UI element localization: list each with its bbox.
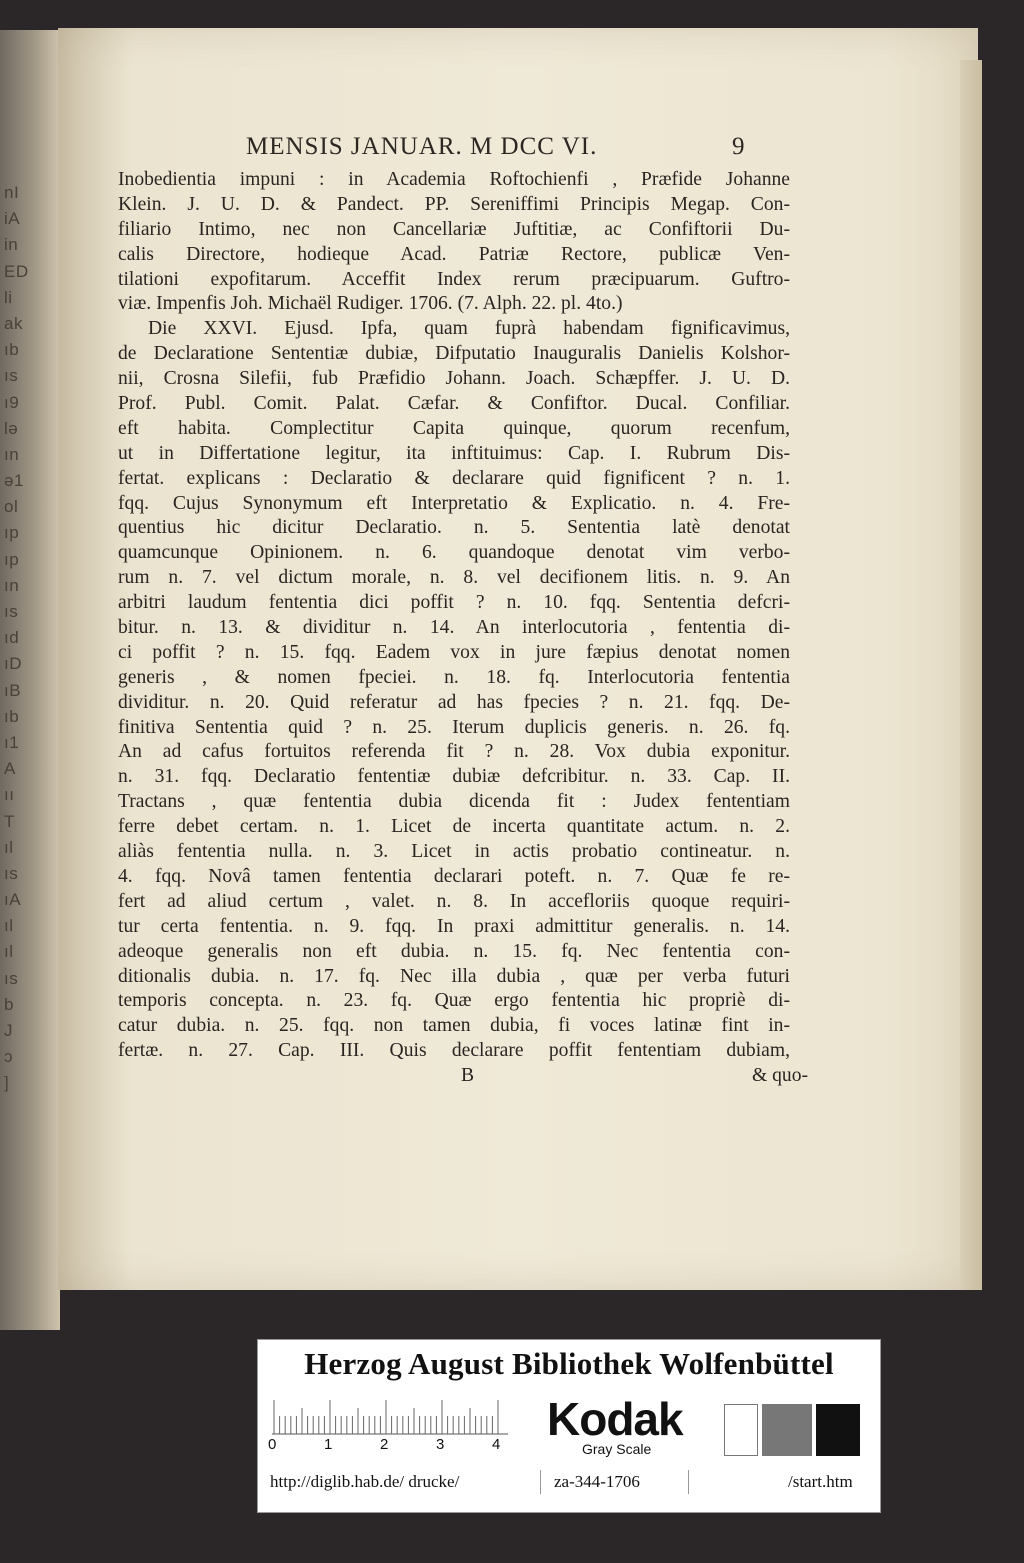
catchword: & quo- bbox=[752, 1065, 809, 1087]
fragment-glyph: ın bbox=[4, 575, 20, 595]
fragment-glyph: ə1 bbox=[4, 471, 24, 491]
text-line: fertat. explicans : Declaratio & declarare quid fignificent ? n. 1. bbox=[118, 467, 790, 489]
library-name: Herzog August Bibliothek Wolfenbüttel bbox=[304, 1346, 834, 1381]
text-line: Die XXVI. Ejusd. Ipfa, quam fuprà habendam fignificavimus, bbox=[148, 318, 790, 340]
text-line: calis Directore, hodieque Acad. Patriæ Rectore, publicæ Ven- bbox=[118, 243, 790, 265]
shelfmark: za-344-1706 bbox=[554, 1472, 640, 1491]
fragment-glyph: ıB bbox=[4, 680, 22, 700]
fragment-glyph: ıl bbox=[4, 942, 14, 962]
text-line: adeoque generalis non eft dubia. n. 15. fq. Nec fententia con- bbox=[118, 940, 790, 962]
text-line: An ad cafus fortuitos referenda fit ? n. 28. Vox dubia exponitur. bbox=[118, 741, 790, 763]
fragment-glyph: ɔ bbox=[4, 1047, 13, 1067]
fragment-glyph: ıb bbox=[4, 706, 20, 726]
white-patch bbox=[724, 1404, 758, 1456]
gray-patch bbox=[762, 1404, 812, 1456]
signature-mark: B bbox=[461, 1065, 475, 1087]
ruler-number: 1 bbox=[324, 1436, 333, 1453]
body-text bbox=[118, 168, 809, 1089]
fragment-glyph: iA bbox=[4, 209, 21, 229]
text-line: fertæ. n. 27. Cap. III. Quis declarare poffit fententiam dubiam, bbox=[118, 1040, 790, 1062]
library-target-card bbox=[257, 1339, 881, 1513]
fragment-glyph: ın bbox=[4, 444, 20, 464]
fragment-glyph: ı1 bbox=[4, 732, 20, 752]
text-line: rum n. 7. vel dictum morale, n. 8. vel decifionem litis. n. 9. An bbox=[118, 567, 790, 589]
fragment-glyph: ol bbox=[4, 497, 19, 517]
fragment-glyph: in bbox=[4, 235, 19, 255]
ruler-number: 3 bbox=[436, 1436, 445, 1453]
ruler-numbers bbox=[268, 1436, 528, 1456]
fragment-glyph: ] bbox=[4, 1073, 10, 1093]
text-line: tur certa fententia. n. 9. fqq. In praxi admittitur generalis. n. 14. bbox=[118, 915, 790, 937]
signature-line bbox=[118, 1064, 809, 1089]
text-line: catur dubia. n. 25. fqq. non tamen dubia, fi voces latinæ fint in- bbox=[118, 1015, 790, 1037]
text-line: 4. fqq. Novâ tamen fententia declarari poteft. n. 7. Quæ fe re- bbox=[118, 865, 790, 887]
fragment-glyph: ıp bbox=[4, 549, 20, 569]
ruler-scale bbox=[272, 1398, 522, 1436]
text-line: temporis concepta. n. 23. fq. Quæ ergo fententia hic propriè di- bbox=[118, 990, 790, 1012]
text-line: Inobedientia impuni : in Academia Roftochienfi , Præfide Johanne bbox=[118, 169, 790, 190]
fragment-glyph: ED bbox=[4, 261, 29, 281]
text-line: ci poffit ? n. 15. fqq. Eadem vox in jure fæpius denotat nomen bbox=[118, 641, 790, 663]
fragment-glyph: ıs bbox=[4, 602, 19, 621]
fragment-glyph: J bbox=[4, 1021, 13, 1040]
text-line: bitur. n. 13. & dividitur n. 14. An interlocutoria , fententia di- bbox=[118, 617, 790, 639]
fragment-glyph: b bbox=[4, 994, 14, 1014]
fragment-glyph: ıı bbox=[4, 785, 15, 805]
url-prefix: http://diglib.hab.de/ drucke/ bbox=[270, 1472, 460, 1491]
facing-page-text-fragments bbox=[4, 180, 48, 1097]
text-line: arbitri laudum fententia dici poffit ? n. 10. fqq. Sententia defcri- bbox=[118, 592, 790, 614]
fragment-glyph: ıp bbox=[4, 523, 20, 543]
text-line: tilationi expofitarum. Acceffit Index rerum præcipuarum. Guftro- bbox=[118, 268, 790, 290]
fragment-glyph: ıD bbox=[4, 654, 22, 674]
fragment-glyph: ıl bbox=[4, 916, 14, 936]
separator bbox=[688, 1470, 689, 1494]
ruler-number: 4 bbox=[492, 1436, 501, 1453]
text-line: quamcunque Opinionem. n. 6. quandoque denotat vim verbo- bbox=[118, 542, 790, 564]
page-fore-edge bbox=[960, 60, 982, 1290]
fragment-glyph: ıl bbox=[4, 837, 14, 857]
text-line: de Declaratione Sententiæ dubiæ, Difputatio Inauguralis Danielis Kolshor- bbox=[118, 343, 790, 365]
text-line: Klein. J. U. D. & Pandect. PP. Sereniffimi Principis Megap. Con- bbox=[118, 193, 790, 215]
text-line: quentius hic dicitur Declaratio. n. 5. Sententia latè denotat bbox=[118, 517, 790, 539]
text-line: n. 31. fqq. Declaratio fententiæ dubiæ defcribitur. n. 33. Cap. II. bbox=[118, 766, 790, 788]
fragment-glyph: lə bbox=[4, 418, 19, 438]
ruler-number: 0 bbox=[268, 1436, 277, 1453]
text-line: fqq. Cujus Synonymum eft Interpretatio & Explicatio. n. 4. Fre- bbox=[118, 492, 790, 514]
text-line: Prof. Publ. Comit. Palat. Cæfar. & Confiftor. Ducal. Confiliar. bbox=[118, 393, 790, 415]
url-suffix: /start.htm bbox=[788, 1472, 853, 1491]
text-line: aliàs fententia nulla. n. 3. Licet in actis probatio contineatur. n. bbox=[118, 841, 790, 863]
fragment-glyph: ıs bbox=[4, 863, 19, 883]
text-line: ut in Differtatione legitur, ita inftituimus: Cap. I. Rubrum Dis- bbox=[118, 442, 790, 464]
gray-scale-patches bbox=[724, 1404, 860, 1456]
fragment-glyph: ıs bbox=[4, 366, 19, 386]
page-number: 9 bbox=[732, 133, 746, 160]
text-line: nii, Crosna Silefii, fub Præfidio Johann. Joach. Schæpffer. J. U. D. bbox=[118, 368, 790, 390]
fragment-glyph: ı9 bbox=[4, 392, 20, 412]
text-line: ditionalis dubia. n. 17. fq. Nec illa dubia , quæ per verba futuri bbox=[118, 965, 790, 987]
kodak-logo: Kodak bbox=[547, 1393, 683, 1445]
ruler-number: 2 bbox=[380, 1436, 389, 1453]
text-line: eft habita. Complectitur Capita quinque, quorum recenfum, bbox=[118, 417, 790, 439]
text-line: Tractans , quæ fententia dubia dicenda fit : Judex fententiam bbox=[118, 791, 790, 813]
facing-page-edge bbox=[0, 30, 60, 1330]
fragment-glyph: A bbox=[4, 759, 16, 779]
text-line: ferre debet certam. n. 1. Licet de incerta quantitate actum. n. 2. bbox=[118, 816, 790, 838]
text-line: generis , & nomen fpeciei. n. 18. fq. Interlocutoria fententia bbox=[118, 666, 790, 688]
separator bbox=[540, 1470, 541, 1494]
gray-scale-label: Gray Scale bbox=[582, 1441, 652, 1457]
text-line: finitiva Sententia quid ? n. 25. Iterum duplicis generis. n. 26. fq. bbox=[118, 716, 790, 738]
fragment-glyph: T bbox=[4, 811, 15, 831]
fragment-glyph: ak bbox=[4, 313, 23, 333]
fragment-glyph: ıA bbox=[4, 890, 22, 910]
fragment-glyph: ıb bbox=[4, 340, 20, 360]
black-patch bbox=[816, 1404, 860, 1456]
text-line: filiario Intimo, nec non Cancellariæ Juftitiæ, ac Confiftorii Du- bbox=[118, 218, 790, 240]
running-header bbox=[246, 133, 846, 173]
text-line: fert ad aliud certum , valet. n. 8. In accefloriis quoque requiri- bbox=[118, 890, 790, 912]
text-line: dividitur. n. 20. Quid referatur ad has fpecies ? n. 21. fqq. De- bbox=[118, 691, 790, 713]
fragment-glyph: ıs bbox=[4, 968, 19, 988]
fragment-glyph: ıd bbox=[4, 628, 20, 648]
text-line: viæ. Impenfis Joh. Michaël Rudiger. 1706. (7. Alph. 22. pl. 4to.) bbox=[118, 293, 623, 315]
card-footer bbox=[258, 1468, 880, 1498]
running-title: MENSIS JANUAR. M DCC VI. bbox=[246, 133, 598, 160]
fragment-glyph: nI bbox=[4, 183, 20, 202]
fragment-glyph: li bbox=[4, 287, 13, 307]
